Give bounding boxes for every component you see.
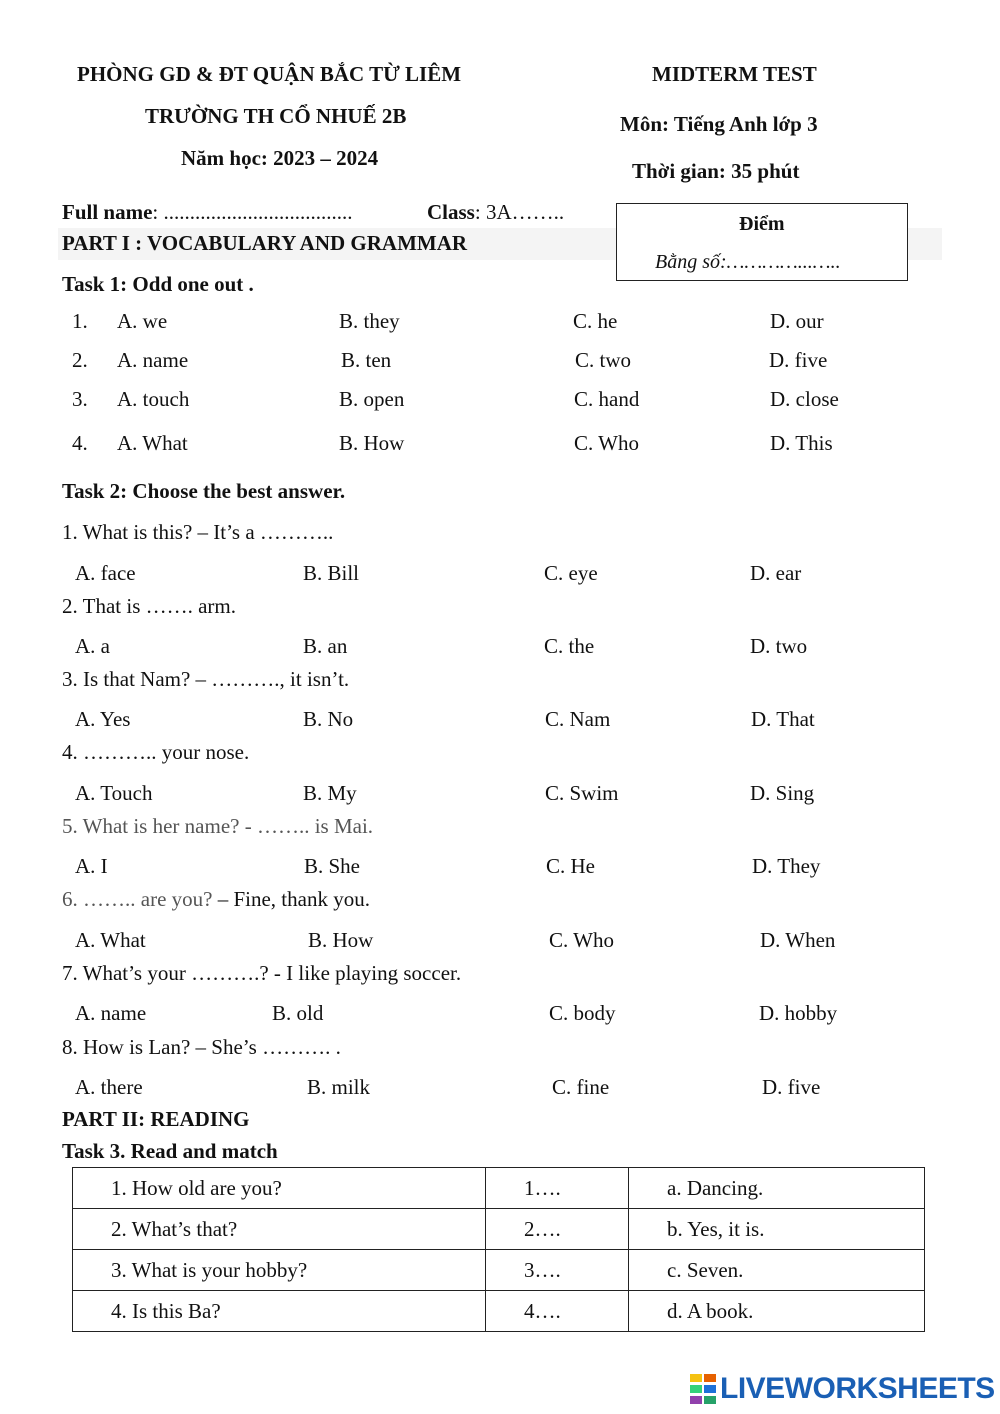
match-option: d. A book. — [629, 1291, 925, 1332]
match-question: 2. What’s that? — [73, 1209, 486, 1250]
task2-q4-option-b[interactable]: B. My — [303, 781, 357, 805]
match-question: 4. Is this Ba? — [73, 1291, 486, 1332]
task1-q1-option-c[interactable]: C. he — [573, 309, 618, 333]
table-row — [73, 1250, 925, 1291]
task2-q1-option-c[interactable]: C. eye — [544, 561, 598, 585]
full-name-label: Full name — [62, 200, 153, 224]
task2-q1-option-b[interactable]: B. Bill — [303, 561, 360, 585]
task1-q2-option-b[interactable]: B. ten — [341, 348, 392, 372]
score-title: Điểm — [739, 213, 785, 235]
task1-q2-option-d[interactable]: D. five — [769, 348, 828, 372]
task2-q4-text: 4. ……….. your nose. — [62, 740, 250, 764]
task2-q6-option-c[interactable]: C. Who — [549, 928, 614, 952]
match-option: a. Dancing. — [629, 1168, 925, 1209]
part1-title: PART I : VOCABULARY AND GRAMMAR — [62, 231, 468, 255]
task1-q1-option-a[interactable]: A. we — [117, 309, 168, 333]
task1-q3-option-c[interactable]: C. hand — [574, 387, 640, 411]
task2-q2-option-d[interactable]: D. two — [750, 634, 808, 658]
task2-q6-option-b[interactable]: B. How — [308, 928, 374, 952]
task2-q5-text: 5. What is her name? - …….. is Mai. — [62, 814, 374, 838]
task2-q7-option-a[interactable]: A. name — [75, 1001, 147, 1025]
score-box — [616, 203, 908, 281]
task1-q3-option-d[interactable]: D. close — [770, 387, 839, 411]
task2-q8-option-b[interactable]: B. milk — [307, 1075, 371, 1099]
task3-title: Task 3. Read and match — [62, 1139, 278, 1163]
task1-q3-number: 3. — [72, 387, 88, 411]
task2-q2-option-b[interactable]: B. an — [303, 634, 348, 658]
task1-q3-option-a[interactable]: A. touch — [117, 387, 190, 411]
score-number-blank[interactable]: Bằng số:…………...….. — [655, 251, 841, 273]
task2-q6-option-d[interactable]: D. When — [760, 928, 836, 952]
liveworksheets-logo-icon — [690, 1374, 716, 1404]
liveworksheets-logo — [690, 1372, 995, 1406]
table-row — [73, 1291, 925, 1332]
task2-q5-option-b[interactable]: B. She — [304, 854, 361, 878]
task2-q3-text: 3. Is that Nam? – ………., it isn’t. — [62, 667, 350, 691]
task2-q3-option-c[interactable]: C. Nam — [545, 707, 611, 731]
table-row — [73, 1168, 925, 1209]
task1-title: Task 1: Odd one out . — [62, 272, 254, 296]
full-name-blank[interactable]: : .................................... — [152, 200, 353, 224]
task2-q7-option-c[interactable]: C. body — [549, 1001, 616, 1025]
task2-q4-option-c[interactable]: C. Swim — [545, 781, 619, 805]
task2-q6-text-start: 6. …….. are you? — [62, 887, 213, 911]
task1-q3-option-b[interactable]: B. open — [339, 387, 405, 411]
school-year: Năm học: 2023 – 2024 — [181, 146, 379, 170]
task2-q7-text: 7. What’s your ……….? - I like playing soccer. — [62, 961, 462, 985]
class-row — [427, 200, 564, 225]
test-title: MIDTERM TEST — [652, 62, 817, 86]
match-answer-blank[interactable]: 3…. — [486, 1250, 629, 1291]
task1-q4-option-a[interactable]: A. What — [117, 431, 188, 455]
task2-q6-text-end: – Fine, thank you. — [212, 887, 370, 911]
task2-q8-text: 8. How is Lan? – She’s ………. . — [62, 1035, 341, 1059]
task2-q2-option-c[interactable]: C. the — [544, 634, 595, 658]
task2-q5-option-d[interactable]: D. They — [752, 854, 821, 878]
task1-q4-option-d[interactable]: D. This — [770, 431, 833, 455]
match-answer-blank[interactable]: 1…. — [486, 1168, 629, 1209]
task2-q6-text — [62, 887, 370, 912]
task2-q7-option-d[interactable]: D. hobby — [759, 1001, 838, 1025]
task1-q2-option-c[interactable]: C. two — [575, 348, 632, 372]
subject: Môn: Tiếng Anh lớp 3 — [620, 112, 818, 136]
task1-q4-option-b[interactable]: B. How — [339, 431, 405, 455]
task2-q8-option-a[interactable]: A. there — [75, 1075, 143, 1099]
liveworksheets-wordmark: LIVEWORKSHEETS — [720, 1372, 995, 1405]
class-blank[interactable]: : 3A…….. — [474, 200, 565, 224]
task2-q1-option-a[interactable]: A. face — [75, 561, 136, 585]
task2-q8-option-c[interactable]: C. fine — [552, 1075, 610, 1099]
task1-q4-option-c[interactable]: C. Who — [574, 431, 639, 455]
task1-q1-option-b[interactable]: B. they — [339, 309, 400, 333]
part2-title: PART II: READING — [62, 1107, 250, 1131]
task2-q2-text: 2. That is ……. arm. — [62, 594, 237, 618]
task2-q1-text: 1. What is this? – It’s a ……….. — [62, 520, 334, 544]
task2-q7-option-b[interactable]: B. old — [272, 1001, 324, 1025]
match-table — [72, 1167, 925, 1332]
test-time: Thời gian: 35 phút — [632, 159, 800, 183]
match-option: b. Yes, it is. — [629, 1209, 925, 1250]
dept-title: PHÒNG GD & ĐT QUẬN BẮC TỪ LIÊM — [77, 62, 462, 86]
task2-q6-option-a[interactable]: A. What — [75, 928, 146, 952]
task2-q3-option-b[interactable]: B. No — [303, 707, 354, 731]
match-question: 1. How old are you? — [73, 1168, 486, 1209]
task1-q1-option-d[interactable]: D. our — [770, 309, 824, 333]
task2-q4-option-d[interactable]: D. Sing — [750, 781, 815, 805]
table-row — [73, 1209, 925, 1250]
task2-q2-option-a[interactable]: A. a — [75, 634, 110, 658]
task2-q5-option-c[interactable]: C. He — [546, 854, 595, 878]
task1-q2-number: 2. — [72, 348, 88, 372]
task1-q2-option-a[interactable]: A. name — [117, 348, 189, 372]
task2-q3-option-a[interactable]: A. Yes — [75, 707, 131, 731]
task1-q4-number: 4. — [72, 431, 88, 455]
task2-q3-option-d[interactable]: D. That — [751, 707, 815, 731]
task2-q4-option-a[interactable]: A. Touch — [75, 781, 153, 805]
task2-title: Task 2: Choose the best answer. — [62, 479, 346, 503]
match-answer-blank[interactable]: 2…. — [486, 1209, 629, 1250]
match-answer-blank[interactable]: 4…. — [486, 1291, 629, 1332]
task2-q5-option-a[interactable]: A. I — [75, 854, 108, 878]
task2-q1-option-d[interactable]: D. ear — [750, 561, 802, 585]
match-question: 3. What is your hobby? — [73, 1250, 486, 1291]
full-name-row — [62, 200, 353, 225]
task2-q8-option-d[interactable]: D. five — [762, 1075, 821, 1099]
class-label: Class — [427, 200, 475, 224]
task1-q1-number: 1. — [72, 309, 88, 333]
school-title: TRƯỜNG TH CỔ NHUẾ 2B — [145, 104, 407, 128]
match-option: c. Seven. — [629, 1250, 925, 1291]
